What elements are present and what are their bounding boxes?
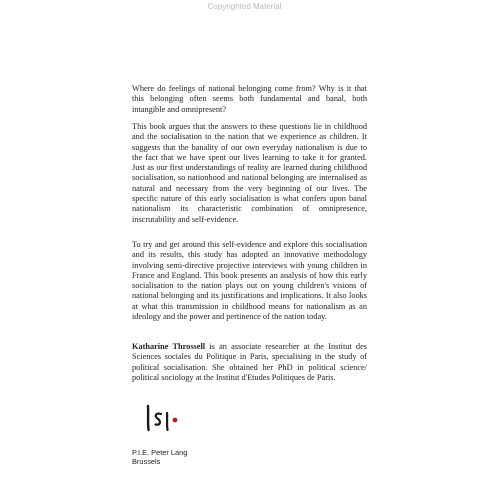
peter-lang-logo-icon: [144, 404, 182, 432]
argument-paragraph: [132, 122, 367, 225]
logo-left-stroke: [148, 406, 149, 430]
author-bio-text: [132, 342, 367, 383]
methodology-paragraph: [132, 240, 367, 322]
author-bio-body: is an associate researcher at the Institut des Sciences sociales du Politique in Paris, specialising in the study of political socialisation. She obtained her PhD in political science/ political sociology at the Institut d'Etudes Politiques de Paris.: [132, 342, 367, 382]
logo-s-stroke: [156, 414, 162, 425]
intro-text: Where do feelings of national belonging come from? Why is it that this belonging often seems both fundamental and banal, both intangible and omnipresent?: [132, 84, 367, 114]
publisher-city: Brussels: [132, 457, 161, 467]
logo-red-dot: [173, 418, 178, 423]
publisher-imprint: [132, 448, 187, 467]
copyright-watermark: Copyrighted Material: [207, 2, 282, 11]
author-bio: [132, 342, 367, 383]
methodology-text: To try and get around this self-evidence and explore this socialisation and its results, this study has adopted an innovative methodology involving semi-directive projective interviews with young children in France and England. This book presents an analysis of how this early socialisation to the nation plays out on young children's visions of national belonging and its justifications and implications. It also looks at what this transmission in childhood means for nationalism as an ideology and the power and pertinence of the nation today.: [132, 240, 367, 322]
publisher-name: P.I.E. Peter Lang: [132, 448, 188, 457]
author-name: Katharine Throssell: [132, 342, 206, 351]
argument-text: This book argues that the answers to these questions lie in childhood and the socialisation to the nation that we experience as children. It suggests that the banality of our own everyday nationalism is due to the fact that we have spent our lives learning to take it for granted. Just as our first understandings of reality are learned during childhood socialisation, so nationhood and national belonging are internalised as natural and necessary from the very beginning of our lives. The specific nature of this early socialisation is what confers upon banal nationalism its characteristic combination of omnipresence, inscrutability and self-evidence.: [132, 122, 367, 224]
intro-paragraph: [132, 84, 367, 115]
logo-right-stroke: [167, 413, 168, 430]
